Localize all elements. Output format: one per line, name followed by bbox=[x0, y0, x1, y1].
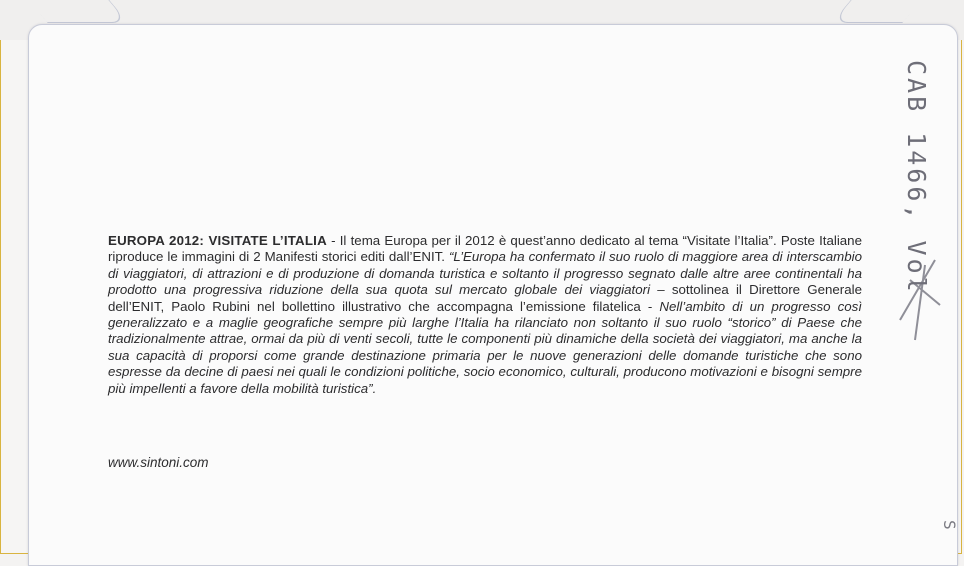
envelope-flap-right bbox=[831, 0, 921, 23]
document-title: EUROPA 2012: VISITATE L’ITALIA bbox=[108, 233, 327, 248]
quote-part-2: Nell’ambito di un progresso così generalizzato e a maglie geografiche sempre più larghe l’Italia ha rilanciato non soltanto il suo ruolo “storico” di Paese che tradizionalmente attrae, ormai da più di venti secoli, tutte le componenti più dinamiche della società dei viaggiatori, ma anche la sua capacità di proporsi come grande destinazione primaria per le nuove generazioni delle domande turistiche che sono espresse da decine di paesi nei quali le condizioni politiche, socio economico, culturali, producono motivazioni e bisogni sempre più impellenti a favore della mobilità turistica”. bbox=[108, 298, 862, 396]
handwritten-note: CAB 1466, Vol bbox=[902, 60, 931, 295]
website-link[interactable]: www.sintoni.com bbox=[108, 455, 209, 470]
description-paragraph bbox=[108, 233, 862, 397]
attribution-text: – sottolinea il Direttore Generale dell’ENIT, Paolo Rubini nel bollettino illustrativo che accompagna l’emissione filatelica - bbox=[108, 282, 862, 314]
quote-part-1: “L’Europa ha confermato il suo ruolo di maggiore area di interscambio di viaggiatori, di attrazioni e di produzione di domanda turistica e soltanto il progresso segnato dalle altre aree continentali ha prodotto una progressiva riduzione della sua quota sul mercato globale dei viaggiatori bbox=[108, 249, 862, 298]
corner-mark: S bbox=[940, 520, 959, 530]
intro-text: Il tema Europa per il 2012 è quest’anno dedicato al tema “Visitate l’Italia”. Poste Italiane riproduce le immagini di 2 Manifesti storici editi dall’ENIT. bbox=[108, 233, 862, 265]
title-separator: - bbox=[326, 233, 340, 248]
envelope-flap-left bbox=[28, 0, 128, 23]
